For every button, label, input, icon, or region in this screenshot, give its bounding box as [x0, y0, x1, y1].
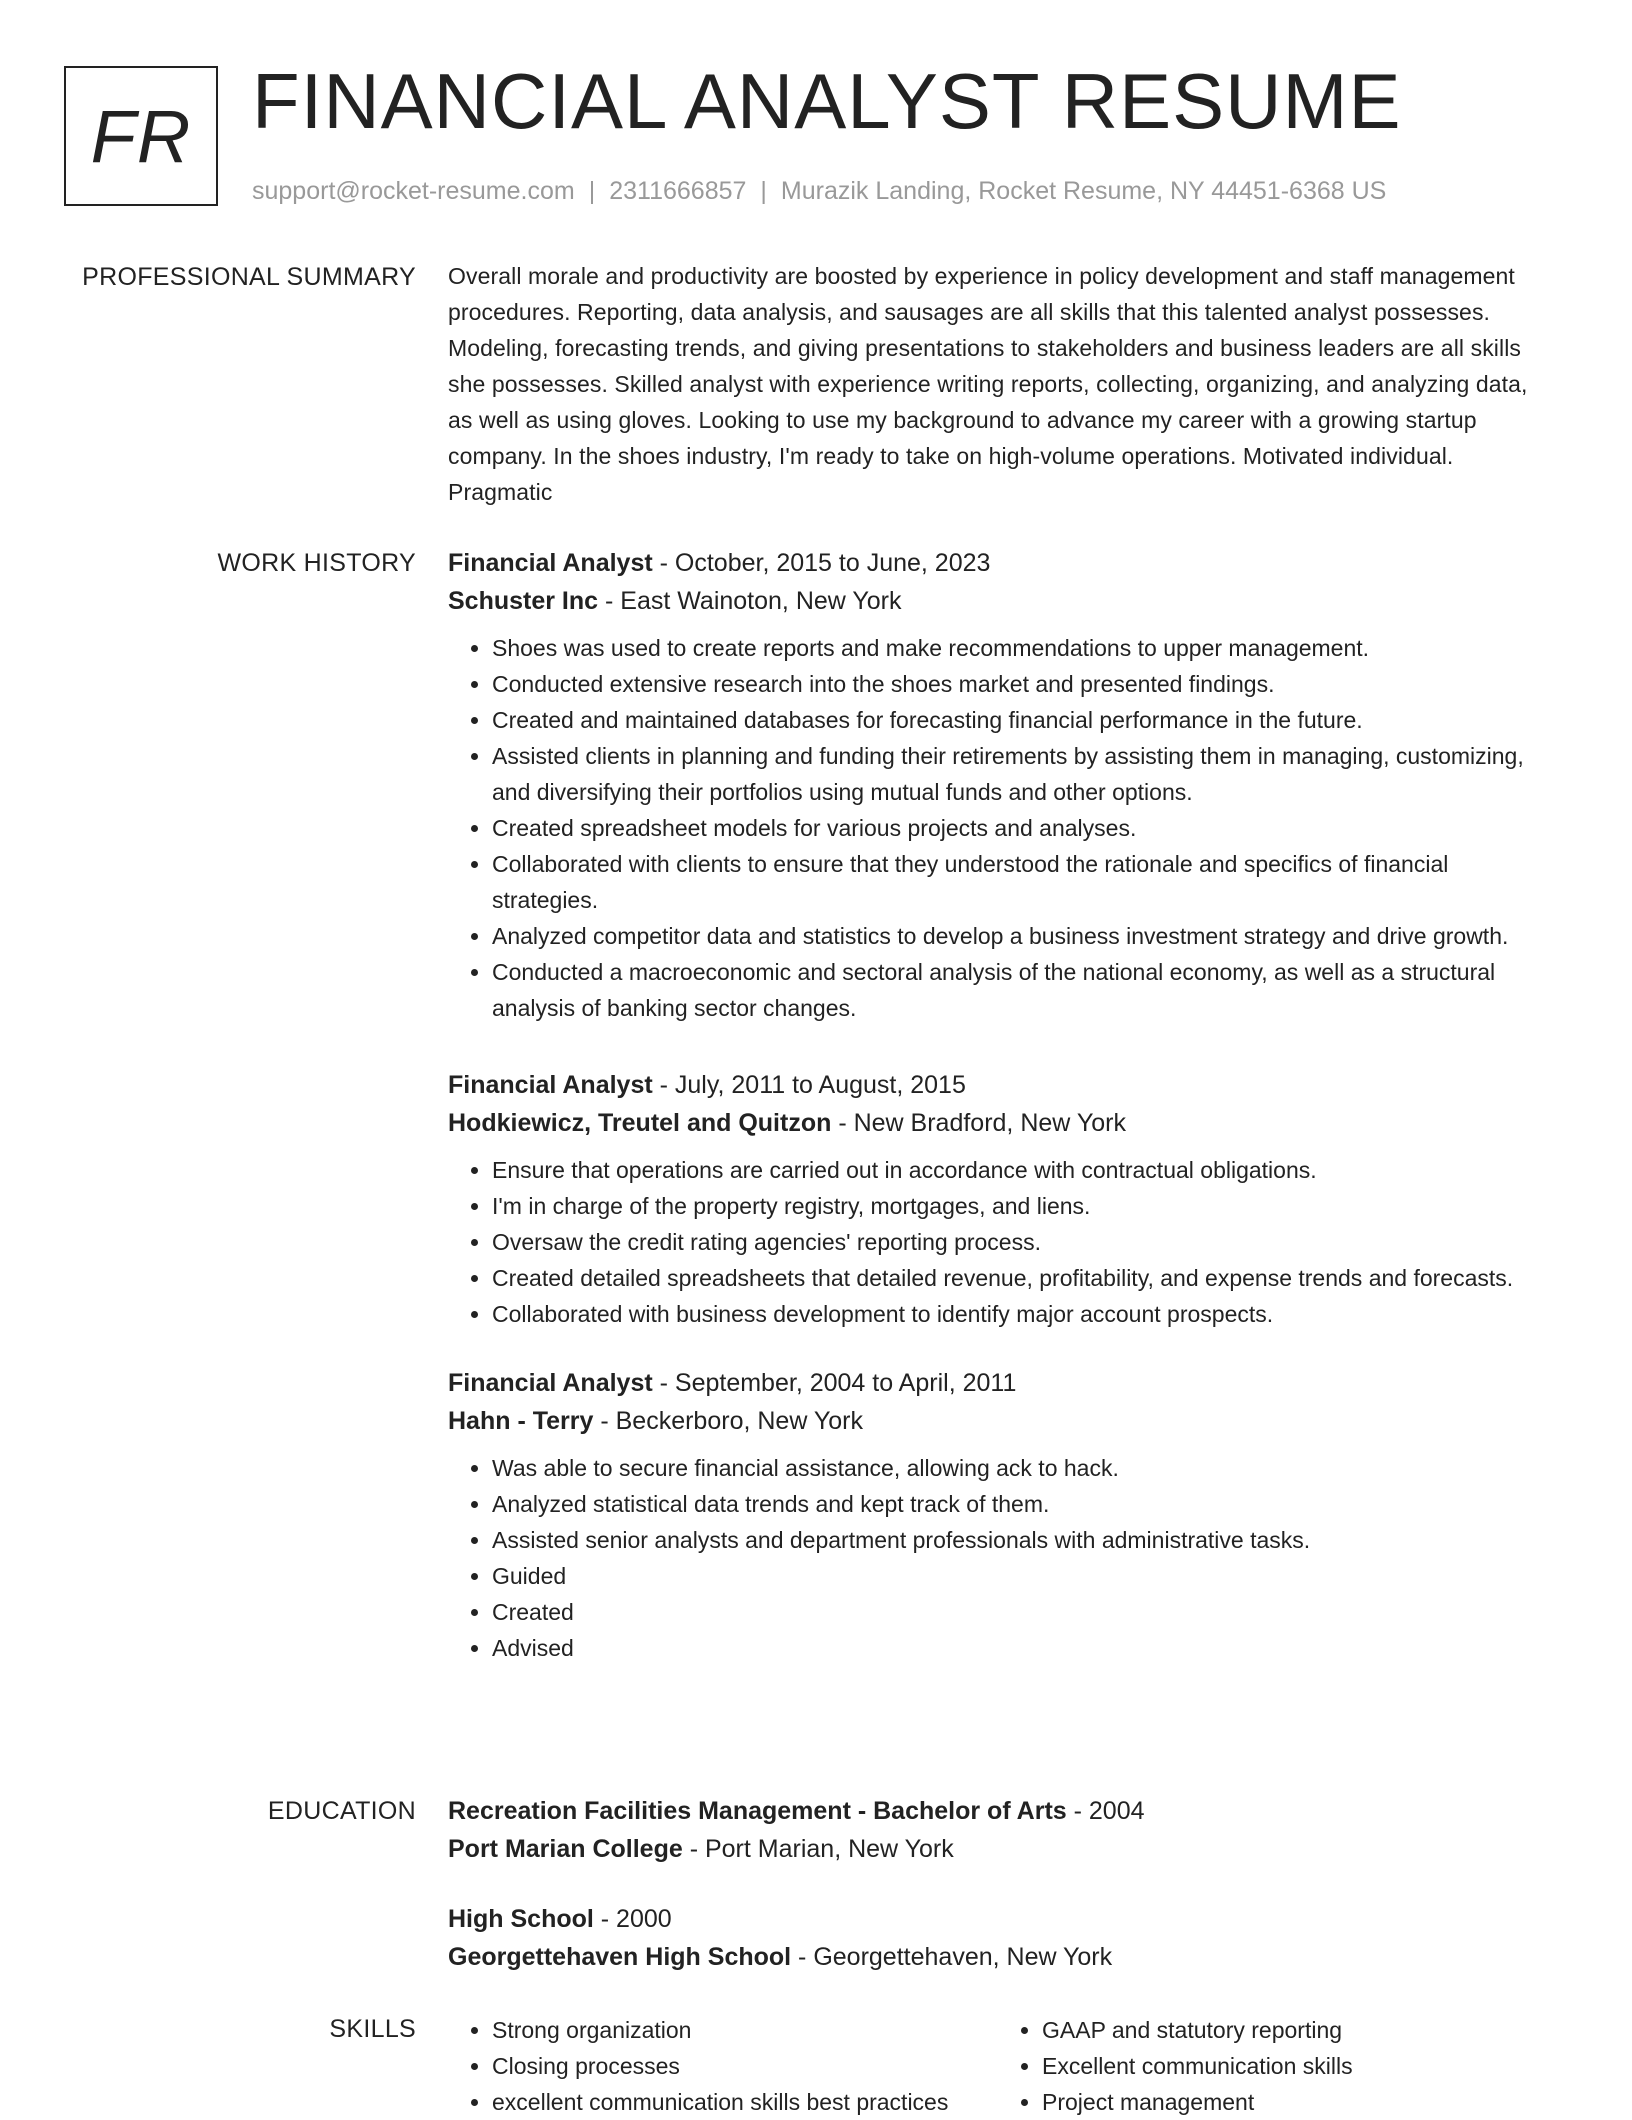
job-bullet: • Oversaw the credit rating agencies' reporting process. — [492, 1224, 1548, 1260]
job-bullets — [448, 1450, 1548, 1666]
job-location: - East Wainoton, New York — [598, 587, 902, 615]
work-history-heading: WORK HISTORY — [217, 549, 416, 577]
job-location: - New Bradford, New York — [831, 1109, 1126, 1137]
job-bullet: • Created spreadsheet models for various projects and analyses. — [492, 810, 1548, 846]
monogram-initials: FR — [90, 94, 192, 178]
job-bullet: • Analyzed competitor data and statistics to develop a business investment strategy and drive growth. — [492, 918, 1548, 954]
job-bullet: • I'm in charge of the property registry, mortgages, and liens. — [492, 1188, 1548, 1224]
education-degree: High School — [448, 1905, 594, 1933]
education-school-line — [448, 1938, 1548, 1976]
education-list — [448, 1792, 1548, 1976]
job-bullet: • Conducted a macroeconomic and sectoral analysis of the national economy, as well as a structural analysis of banking sector changes. — [492, 954, 1548, 1026]
job-bullet: • Collaborated with business development to identify major account prospects. — [492, 1296, 1548, 1332]
skill-item: • Strong organization — [492, 2012, 998, 2048]
education-heading: EDUCATION — [267, 1797, 416, 1825]
skill-item: • Project management — [1042, 2084, 1548, 2120]
education-school: Georgettehaven High School — [448, 1943, 792, 1971]
job-bullet: • Shoes was used to create reports and make recommendations to upper management. — [492, 630, 1548, 666]
job-bullet: • Guided — [492, 1558, 1548, 1594]
education-degree-line — [448, 1900, 1548, 1938]
education-school-line — [448, 1830, 1548, 1868]
contact-line — [252, 174, 1386, 208]
job-bullet: • Advised — [492, 1630, 1548, 1666]
education-location: - Georgettehaven, New York — [791, 1943, 1113, 1971]
education-entry — [448, 1900, 1548, 1976]
job-dates: - July, 2011 to August, 2015 — [652, 1071, 966, 1099]
job-company-line — [448, 1402, 1548, 1440]
contact-email: support@rocket-resume.com — [252, 177, 575, 205]
job-entry — [448, 544, 1548, 1026]
education-year: - 2000 — [593, 1905, 672, 1933]
summary-text: Overall morale and productivity are boosted by experience in policy development and staff management procedures. Reporting, data analysis, and sausages are all skills that this talented analyst possesses. Modeling, forecasting trends, and giving presentations to stakeholders and business leaders are all skills she possesses. Skilled analyst with experience writing reports, collecting, organizing, and analyzing data, as well as using gloves. Looking to use my background to advance my career with a growing startup company. In the shoes industry, I'm ready to take on high-volume operations. Motivated individual. Pragmatic — [448, 263, 1528, 505]
job-dates: - October, 2015 to June, 2023 — [652, 549, 991, 577]
job-bullet: • Was able to secure financial assistance, allowing ack to hack. — [492, 1450, 1548, 1486]
skills-heading: SKILLS — [329, 2015, 416, 2043]
job-bullet: • Created and maintained databases for forecasting financial performance in the future. — [492, 702, 1548, 738]
job-dates: - September, 2004 to April, 2011 — [652, 1369, 1017, 1397]
job-title-line — [448, 1364, 1548, 1402]
job-company: Schuster Inc — [448, 587, 599, 615]
job-entry — [448, 1066, 1548, 1332]
contact-separator: | — [760, 177, 767, 205]
job-company: Hodkiewicz, Treutel and Quitzon — [448, 1109, 832, 1137]
contact-separator: | — [588, 177, 596, 205]
skills-list — [448, 2012, 1548, 2120]
job-bullets — [448, 1152, 1548, 1332]
contact-address: Murazik Landing, Rocket Resume, NY 44451-6368 US — [780, 177, 1387, 205]
skills-column-right — [998, 2012, 1548, 2120]
education-year: - 2004 — [1066, 1797, 1145, 1825]
education-degree: Recreation Facilities Management - Bachelor of Arts — [448, 1797, 1067, 1825]
skill-item: • Closing processes — [492, 2048, 998, 2084]
monogram-box — [64, 66, 218, 206]
resume-title: FINANCIAL ANALYST RESUME — [252, 57, 1402, 145]
job-bullet: • Ensure that operations are carried out in accordance with contractual obligations. — [492, 1152, 1548, 1188]
job-title: Financial Analyst — [448, 1071, 653, 1099]
education-degree-line — [448, 1792, 1548, 1830]
job-title: Financial Analyst — [448, 1369, 653, 1397]
job-location: - Beckerboro, New York — [593, 1407, 863, 1435]
job-bullet: • Collaborated with clients to ensure that they understood the rationale and specifics of financial strategies. — [492, 846, 1548, 918]
job-bullet: • Assisted senior analysts and department professionals with administrative tasks. — [492, 1522, 1548, 1558]
education-entry — [448, 1792, 1548, 1868]
contact-phone: 2311666857 — [609, 177, 747, 205]
job-bullet: • Analyzed statistical data trends and kept track of them. — [492, 1486, 1548, 1522]
summary-heading: PROFESSIONAL SUMMARY — [82, 263, 416, 291]
job-company-line — [448, 582, 1548, 620]
education-school: Port Marian College — [448, 1835, 683, 1863]
job-bullet: • Created — [492, 1594, 1548, 1630]
skill-item: • excellent communication skills best practices — [492, 2084, 998, 2120]
work-history-list — [448, 544, 1548, 1666]
education-location: - Port Marian, New York — [682, 1835, 954, 1863]
job-title-line — [448, 1066, 1548, 1104]
job-bullets — [448, 630, 1548, 1026]
job-company: Hahn - Terry — [448, 1407, 594, 1435]
job-entry — [448, 1364, 1548, 1666]
skill-item: • GAAP and statutory reporting — [1042, 2012, 1548, 2048]
job-bullet: • Created detailed spreadsheets that detailed revenue, profitability, and expense trends and forecasts. — [492, 1260, 1548, 1296]
job-title-line — [448, 544, 1548, 582]
job-company-line — [448, 1104, 1548, 1142]
job-bullet: • Conducted extensive research into the shoes market and presented findings. — [492, 666, 1548, 702]
job-bullet: • Assisted clients in planning and funding their retirements by assisting them in managing, customizing, and diversifying their portfolios using mutual funds and other options. — [492, 738, 1548, 810]
job-title: Financial Analyst — [448, 549, 653, 577]
skill-item: • Excellent communication skills — [1042, 2048, 1548, 2084]
skills-column-left — [448, 2012, 998, 2120]
